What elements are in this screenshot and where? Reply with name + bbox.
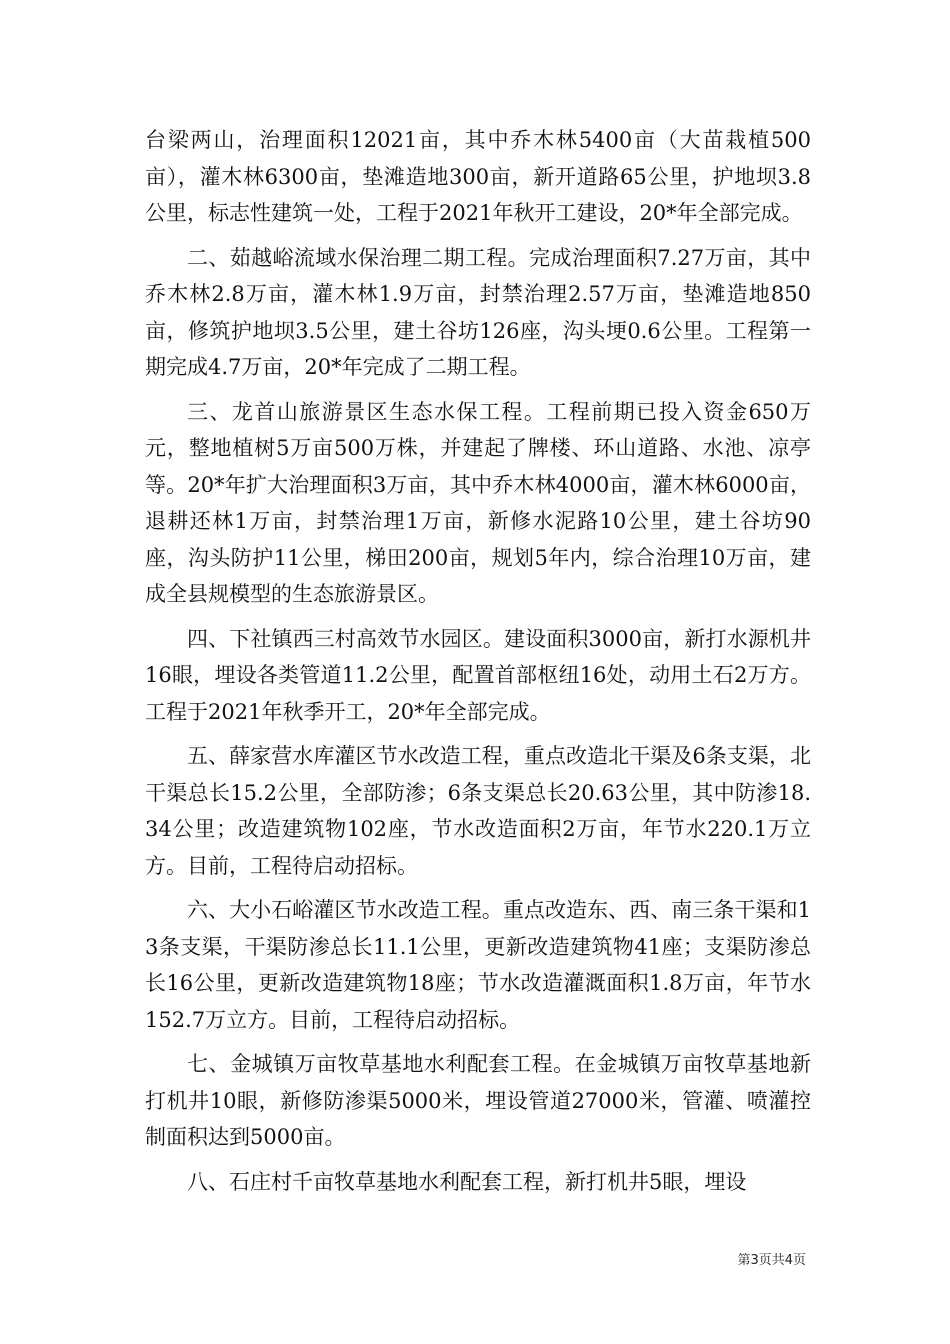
paragraph-item-7: 七、金城镇万亩牧草基地水利配套工程。在金城镇万亩牧草基地新打机井10眼，新修防渗渠5000米，埋设管道27000米，管灌、喷灌控制面积达到5000亩。 xyxy=(145,1052,811,1149)
page-number-footer: 第3页共4页 xyxy=(737,1253,806,1268)
paragraph-item-8: 八、石庄村千亩牧草基地水利配套工程，新打机井5眼，埋设 xyxy=(187,1169,747,1194)
paragraph-continuation: 台梁两山，治理面积12021亩，其中乔木林5400亩（大苗栽植500亩），灌木林6300亩，垫滩造地300亩，新开道路65公里，护地坝3.8公里，标志性建筑一处，工程于2021年秋开工建设，20*年全部完成。 xyxy=(145,128,811,225)
paragraph-item-3: 三、龙首山旅游景区生态水保工程。工程前期已投入资金650万元，整地植树5万亩500万株，并建起了牌楼、环山道路、水池、凉亭等。20*年扩大治理面积3万亩，其中乔木林4000亩，灌木林6000亩，退耕还林1万亩，封禁治理1万亩，新修水泥路10公里，建土谷坊90座，沟头防护11公里，梯田200亩，规划5年内，综合治理10万亩，建成全县规模型的生态旅游景区。 xyxy=(145,399,811,606)
paragraph-item-4: 四、下社镇西三村高效节水园区。建设面积3000亩，新打水源机井16眼，埋设各类管道11.2公里，配置首部枢纽16处，动用土石2万方。工程于2021年秋季开工，20*年全部完成。 xyxy=(145,626,811,724)
paragraph-item-2: 二、茹越峪流域水保治理二期工程。完成治理面积7.27万亩，其中乔木林2.8万亩，灌木林1.9万亩，封禁治理2.57万亩，垫滩造地850亩，修筑护地坝3.5公里，建土谷坊126座，沟头埂0.6公里。工程第一期完成4.7万亩，20*年完成了二期工程。 xyxy=(145,245,811,379)
paragraph-item-5: 五、薛家营水库灌区节水改造工程，重点改造北干渠及6条支渠，北干渠总长15.2公里，全部防渗；6条支渠总长20.63公里，其中防渗18.34公里；改造建筑物102座，节水改造面积2万亩，年节水220.1万立方。目前，工程待启动招标。 xyxy=(145,744,811,878)
paragraph-item-6: 六、大小石峪灌区节水改造工程。重点改造东、西、南三条干渠和13条支渠，干渠防渗总长11.1公里，更新改造建筑物41座；支渠防渗总长16公里，更新改造建筑物18座；节水改造灌溉面积1.8万亩，年节水152.7万立方。目前，工程待启动招标。 xyxy=(145,898,811,1032)
document-body xyxy=(145,122,811,1208)
